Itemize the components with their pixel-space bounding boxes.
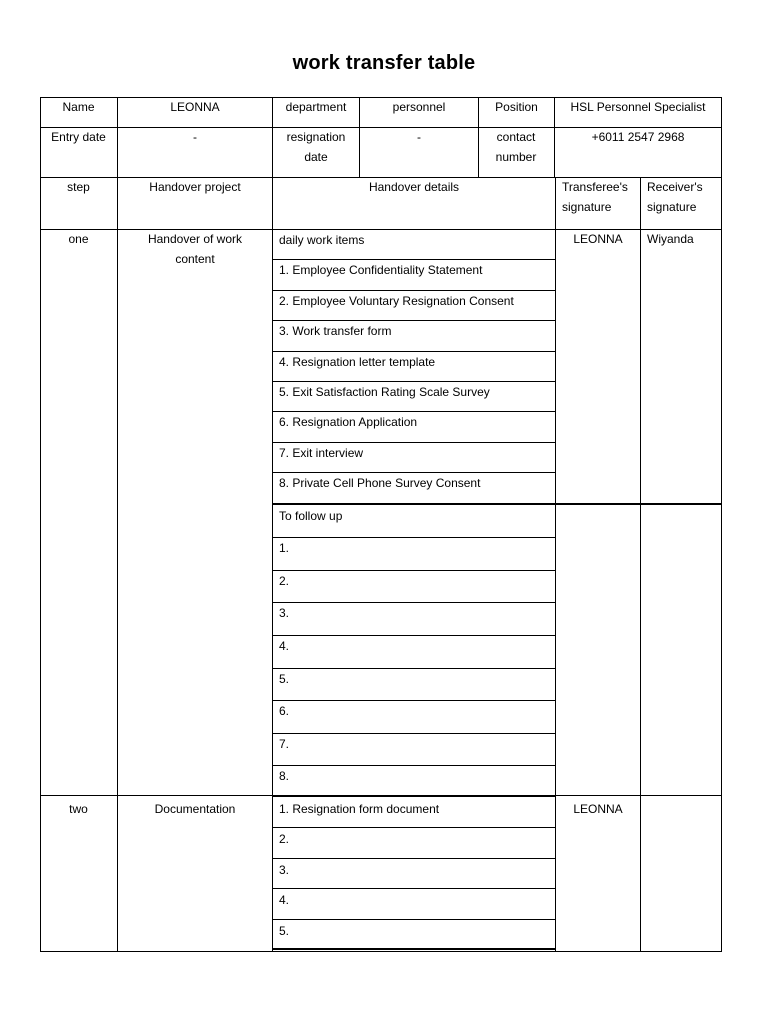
- daily-item: 3. Work transfer form: [279, 324, 392, 339]
- step-two-project: Documentation: [154, 802, 236, 816]
- daily-item: 7. Exit interview: [279, 445, 364, 460]
- name-label: Name: [62, 100, 95, 114]
- position-label: Position: [495, 100, 538, 114]
- work-transfer-table: [40, 97, 722, 952]
- detail-row-divider: [273, 919, 556, 920]
- step-one-label: one: [68, 232, 89, 246]
- follow-up-item: 5.: [279, 671, 290, 686]
- follow-up-item: 4.: [279, 639, 290, 653]
- contact-label: contact number: [495, 130, 537, 164]
- resignation-date-value: -: [417, 130, 421, 144]
- detail-top-thick: [273, 795, 556, 797]
- documentation-item: 2.: [279, 832, 290, 847]
- entry-date-value: -: [193, 130, 197, 144]
- department-label: department: [285, 100, 347, 114]
- document-title: work transfer table: [292, 52, 476, 74]
- follow-up-item: 1.: [279, 541, 290, 556]
- col-divider: [117, 97, 118, 952]
- col-step-label: step: [67, 180, 90, 194]
- entry-date-label: Entry date: [51, 130, 106, 144]
- documentation-item: 4.: [279, 893, 290, 908]
- daily-item: 4. Resignation letter template: [279, 354, 436, 369]
- detail-row-divider: [273, 858, 556, 859]
- name-value: LEONNA: [170, 100, 220, 114]
- daily-items-header: daily work items: [279, 233, 365, 247]
- col-project-label: Handover project: [149, 180, 241, 194]
- detail-row-divider: [273, 888, 556, 889]
- detail-row-divider: [273, 827, 556, 828]
- documentation-item: 5.: [279, 923, 290, 938]
- follow-up-item: 8.: [279, 769, 290, 784]
- step-two-label: two: [69, 802, 88, 816]
- col-receiver-label: Receiver's signature: [647, 180, 703, 214]
- col-divider: [640, 177, 641, 952]
- documentation-item: 3.: [279, 862, 290, 877]
- position-value: HSL Personnel Specialist: [570, 100, 706, 114]
- step-one-receiver: Wiyanda: [647, 232, 694, 246]
- follow-up-item: 3.: [279, 606, 290, 621]
- daily-item: 5. Exit Satisfaction Rating Scale Survey: [279, 385, 490, 399]
- daily-item: 1. Employee Confidentiality Statement: [279, 263, 483, 278]
- step-one-transferee: LEONNA: [573, 232, 623, 246]
- step-two-transferee: LEONNA: [573, 802, 623, 816]
- department-value: personnel: [392, 100, 446, 114]
- section-divider: [273, 503, 722, 505]
- step-one-project: Handover of work content: [147, 232, 243, 266]
- col-details-label: Handover details: [368, 180, 460, 194]
- col-transferee-label: Transferee's signature: [562, 180, 628, 214]
- col-divider: [555, 177, 556, 952]
- daily-item: 8. Private Cell Phone Survey Consent: [279, 476, 481, 491]
- follow-up-item: 7.: [279, 736, 290, 751]
- detail-bottom-thick: [273, 948, 556, 950]
- daily-item: 2. Employee Voluntary Resignation Consent: [279, 293, 514, 308]
- resignation-date-label: resignation date: [286, 130, 346, 164]
- follow-up-header: To follow up: [279, 508, 343, 523]
- table-border-right: [721, 97, 722, 952]
- daily-item: 6. Resignation Application: [279, 415, 418, 430]
- contact-value: +6011 2547 2968: [591, 130, 685, 144]
- follow-up-item: 6.: [279, 704, 290, 719]
- table-border-left: [40, 97, 41, 952]
- table-border-bottom: [40, 951, 722, 952]
- follow-up-item: 2.: [279, 573, 290, 588]
- documentation-item: 1. Resignation form document: [279, 802, 440, 816]
